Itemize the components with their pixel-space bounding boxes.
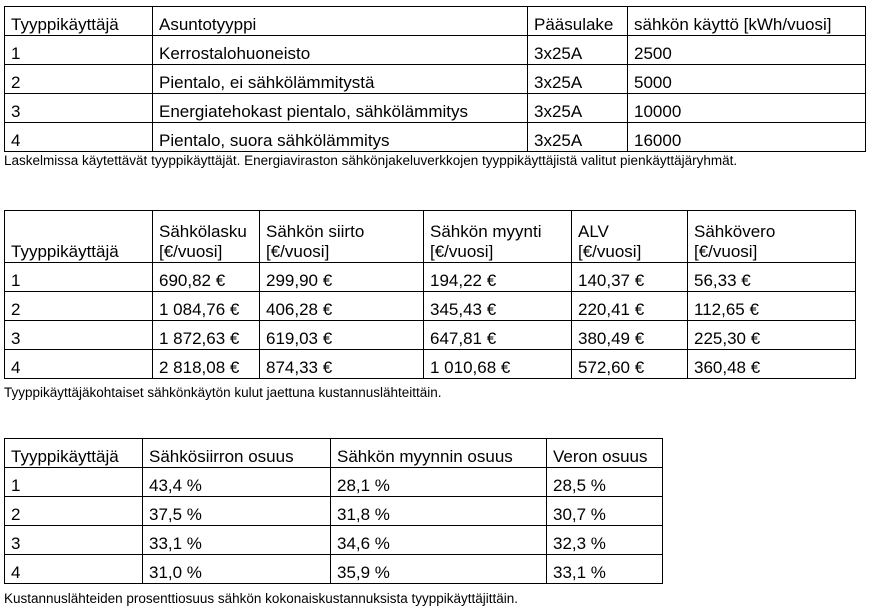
table-cell: Pientalo, ei sähkölämmitystä: [153, 65, 528, 94]
table-cell: Pientalo, suora sähkölämmitys: [153, 123, 528, 152]
table-cell: 3x25A: [528, 94, 628, 123]
table-header-row: [5, 7, 866, 36]
table-row: [5, 65, 866, 94]
table-row: [5, 497, 663, 526]
table-cell: 360,48 €: [688, 350, 856, 379]
header-cell: Sähkön myynti [€/vuosi]: [424, 211, 572, 263]
table-cell: Kerrostalohuoneisto: [153, 36, 528, 65]
table-caption: Kustannuslähteiden prosenttiosuus sähkön kokonaiskustannuksista tyyppikäyttäjittäin.: [4, 591, 519, 606]
table-row: [5, 263, 856, 292]
table-cell: 874,33 €: [260, 350, 424, 379]
table-cell: 1: [5, 468, 143, 497]
header-cell: Tyyppikäyttäjä: [5, 7, 153, 36]
table-cell: 28,5 %: [547, 468, 663, 497]
header-cell: Sähkösiirron osuus: [143, 439, 331, 468]
table-cell: 1 872,63 €: [153, 321, 260, 350]
table-cell: Energiatehokast pientalo, sähkölämmitys: [153, 94, 528, 123]
table-cell: 35,9 %: [331, 555, 547, 584]
table-cell: 37,5 %: [143, 497, 331, 526]
table-cell: 225,30 €: [688, 321, 856, 350]
table-cell: 220,41 €: [572, 292, 688, 321]
table-cell: 32,3 %: [547, 526, 663, 555]
table-cell: 56,33 €: [688, 263, 856, 292]
table-caption: Laskelmissa käytettävät tyyppikäyttäjät. Energiaviraston sähkönjakeluverkkojen tyyppikäyttäjistä valitut pienkäyttäjäryhmät.: [4, 153, 738, 168]
table-cell: 572,60 €: [572, 350, 688, 379]
table-cell: 690,82 €: [153, 263, 260, 292]
table-cell: 4: [5, 350, 153, 379]
table-row: [5, 321, 856, 350]
table-cell: 1: [5, 263, 153, 292]
table-cell: 2: [5, 65, 153, 94]
table-cell: 647,81 €: [424, 321, 572, 350]
header-cell: Sähkölasku [€/vuosi]: [153, 211, 260, 263]
table-cell: 2: [5, 497, 143, 526]
header-cell: Sähkön myynnin osuus: [331, 439, 547, 468]
table-cell: 4: [5, 123, 153, 152]
table-cell: 3x25A: [528, 123, 628, 152]
table-cell: 1 010,68 €: [424, 350, 572, 379]
table-row: [5, 350, 856, 379]
table-cell: 1 084,76 €: [153, 292, 260, 321]
table-cell: 3: [5, 526, 143, 555]
table-header-row: [5, 439, 663, 468]
header-cell: Veron osuus: [547, 439, 663, 468]
header-cell: Sähkövero [€/vuosi]: [688, 211, 856, 263]
table-cell: 10000: [628, 94, 866, 123]
table-cell: 3x25A: [528, 36, 628, 65]
table-cell: 3x25A: [528, 65, 628, 94]
table-cell: 33,1 %: [143, 526, 331, 555]
table-cell: 406,28 €: [260, 292, 424, 321]
header-cell: Pääsulake: [528, 7, 628, 36]
costs-table: [4, 210, 856, 379]
table-cell: 140,37 €: [572, 263, 688, 292]
header-cell: Tyyppikäyttäjä: [5, 211, 153, 263]
table-cell: 2: [5, 292, 153, 321]
table-cell: 43,4 %: [143, 468, 331, 497]
table-row: [5, 555, 663, 584]
header-cell: sähkön käyttö [kWh/vuosi]: [628, 7, 866, 36]
table-row: [5, 123, 866, 152]
header-cell: Asuntotyyppi: [153, 7, 528, 36]
table-cell: 2 818,08 €: [153, 350, 260, 379]
header-cell: Sähkön siirto [€/vuosi]: [260, 211, 424, 263]
table-cell: 16000: [628, 123, 866, 152]
table-cell: 299,90 €: [260, 263, 424, 292]
table-cell: 34,6 %: [331, 526, 547, 555]
table-header-row: [5, 211, 856, 263]
table-cell: 28,1 %: [331, 468, 547, 497]
table-cell: 33,1 %: [547, 555, 663, 584]
table-row: [5, 468, 663, 497]
table-row: [5, 526, 663, 555]
table-cell: 5000: [628, 65, 866, 94]
table-row: [5, 36, 866, 65]
table-cell: 1: [5, 36, 153, 65]
table-caption: Tyyppikäyttäjäkohtaiset sähkönkäytön kulut jaettuna kustannuslähteittäin.: [4, 385, 442, 400]
table-row: [5, 94, 866, 123]
table-cell: 345,43 €: [424, 292, 572, 321]
table-cell: 194,22 €: [424, 263, 572, 292]
table-row: [5, 292, 856, 321]
table-cell: 619,03 €: [260, 321, 424, 350]
table-cell: 31,8 %: [331, 497, 547, 526]
table-cell: 3: [5, 321, 153, 350]
header-cell: Tyyppikäyttäjä: [5, 439, 143, 468]
table-cell: 3: [5, 94, 153, 123]
table-cell: 31,0 %: [143, 555, 331, 584]
user-types-table: [4, 6, 866, 152]
header-cell: ALV [€/vuosi]: [572, 211, 688, 263]
table-cell: 2500: [628, 36, 866, 65]
table-cell: 4: [5, 555, 143, 584]
table-cell: 112,65 €: [688, 292, 856, 321]
table-cell: 380,49 €: [572, 321, 688, 350]
table-cell: 30,7 %: [547, 497, 663, 526]
cost-shares-table: [4, 438, 663, 584]
